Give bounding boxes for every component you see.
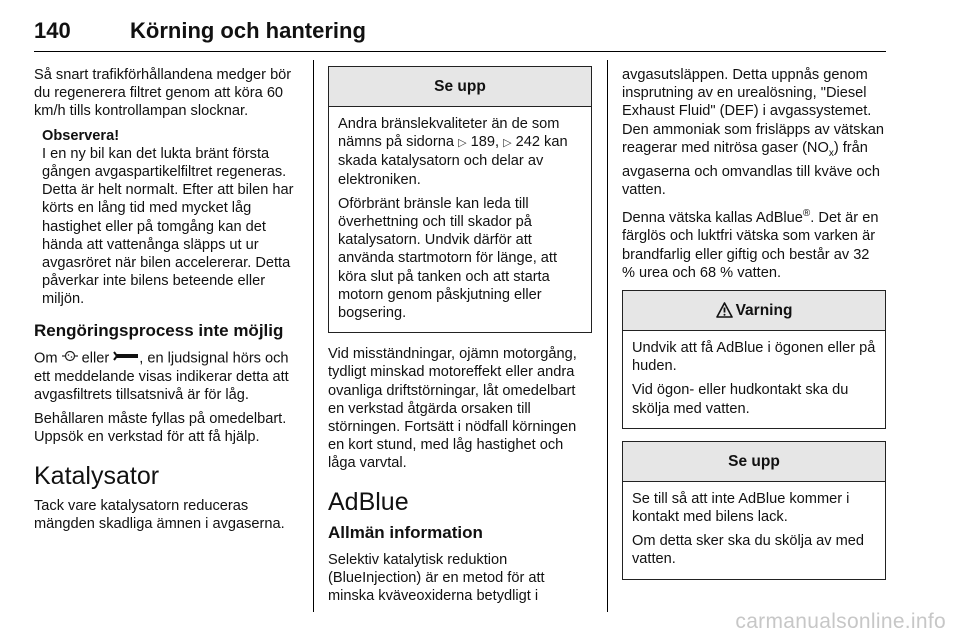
- subheading-general-info: Allmän information: [328, 522, 483, 542]
- column-3: [622, 66, 886, 592]
- particle-filter-icon: [62, 349, 78, 368]
- caution-paint-title: Se upp: [623, 442, 885, 482]
- horn-bar-icon: [113, 349, 139, 367]
- caution-rinse-paragraph: Om detta sker ska du skölja av med vatten.: [632, 533, 864, 568]
- paragraph-additive-level: Om eller , en ljudsignal hörs och ett meddelande visas indikerar detta att avgasfiltrets tillsatsnivå är för låg.: [34, 350, 289, 404]
- caution-unburnt-paragraph: Oförbränt bränsle kan leda till överhettning och till skador på katalysatorn. Undvik därför att använda startmotorn för länge, att köra slut på tanken och att starta motorn genom påskjutning eller bogsering.: [338, 195, 558, 322]
- note-text: I en ny bil kan det lukta bränt första gången avgaspartikelfiltret regeneras. Detta är helt normalt. Efter att bilen har körts en lång tid med mycket låg hastighet eller på tomgång kan det hända att vattenånga släpps ut ur avgasröret när bilen accelererar. Detta påverkar inte bilens beteende eller miljön.: [42, 145, 294, 308]
- caution-box-title: Se upp: [329, 67, 591, 107]
- column-divider-1: [313, 60, 314, 612]
- caution-fuel-paragraph: Andra bränslekvaliteter än de som nämns på sidorna ▷ 189, ▷ 242 kan skada katalysatorn och delar av elektroniken.: [338, 116, 568, 188]
- column-2: [328, 66, 592, 611]
- paragraph-adblue-def: Denna vätska kallas AdBlue®. Det är en färglös och luktfri vätska som varken är brandfarlig eller giftig och består av 32 % urea och 68 % vatten.: [622, 208, 879, 281]
- warning-box: [622, 290, 886, 429]
- arrow-right-icon: ▷: [503, 137, 512, 150]
- chapter-title: Körning och hantering: [130, 18, 366, 43]
- page-ref-189[interactable]: 189,: [470, 134, 500, 151]
- page-number: 140: [34, 18, 71, 43]
- heading-katalysator: Katalysator: [34, 461, 160, 490]
- warning-triangle-icon: [716, 294, 733, 334]
- column-1: [34, 66, 300, 539]
- note-block: [34, 127, 300, 309]
- page-ref-242[interactable]: 242: [515, 134, 540, 151]
- column-divider-2: [607, 60, 608, 612]
- warning-rinse-paragraph: Vid ögon- eller hudkontakt ska du skölja med vatten.: [632, 382, 849, 417]
- note-title: Observera!: [42, 127, 120, 144]
- paragraph-catalyst: Tack vare katalysatorn reduceras mängden skadliga ämnen i avgaserna.: [34, 497, 285, 532]
- page-header: [34, 12, 886, 52]
- intro-paragraph: Så snart trafikförhållandena medger bör du regenerera filtret genom att köra 60 km/h tills kontrollampan slocknar.: [34, 67, 292, 120]
- caution-box-fuel: [328, 66, 592, 333]
- paragraph-refill: Behållaren måste fyllas på omedelbart. Uppsök en verkstad för att få hjälp.: [34, 411, 287, 446]
- section-heading-cleaning: Rengöringsprocess inte möjlig: [34, 320, 284, 340]
- caution-paint-paragraph: Se till så att inte AdBlue kommer i kontakt med bilens lack.: [632, 490, 850, 526]
- caution-box-paint: [622, 441, 886, 580]
- warning-eyes-paragraph: Undvik att få AdBlue i ögonen eller på huden.: [632, 340, 876, 375]
- paragraph-scr: Selektiv katalytisk reduktion (BlueInjection) är en metod för att minska kväveoxiderna betydligt i: [328, 551, 545, 605]
- paragraph-misfire: Vid misständningar, ojämn motorgång, tydligt minskad motoreffekt eller andra ovanliga driftstörningar, låt omedelbart en verkstad åtgärda orsaken till störningen. Fortsätt i nödfall körningen en kort stund, med låg hastighet och låga varvtal.: [328, 346, 577, 472]
- arrow-right-icon: ▷: [458, 137, 467, 150]
- watermark: carmanualsonline.info: [735, 610, 946, 633]
- warning-box-title: Varning: [623, 291, 885, 331]
- heading-adblue: AdBlue: [328, 487, 409, 516]
- paragraph-emissions: avgasutsläppen. Detta uppnås genom insprutning av en urealösning, "Diesel Exhaust Fluid" (DEF) i avgassystemet. Den ammoniak som frisläpps av vätskan reagerar med nitrösa gaser $(NO_x)$ från avgaserna och omvandlas till kväve och vatten.: [622, 67, 884, 199]
